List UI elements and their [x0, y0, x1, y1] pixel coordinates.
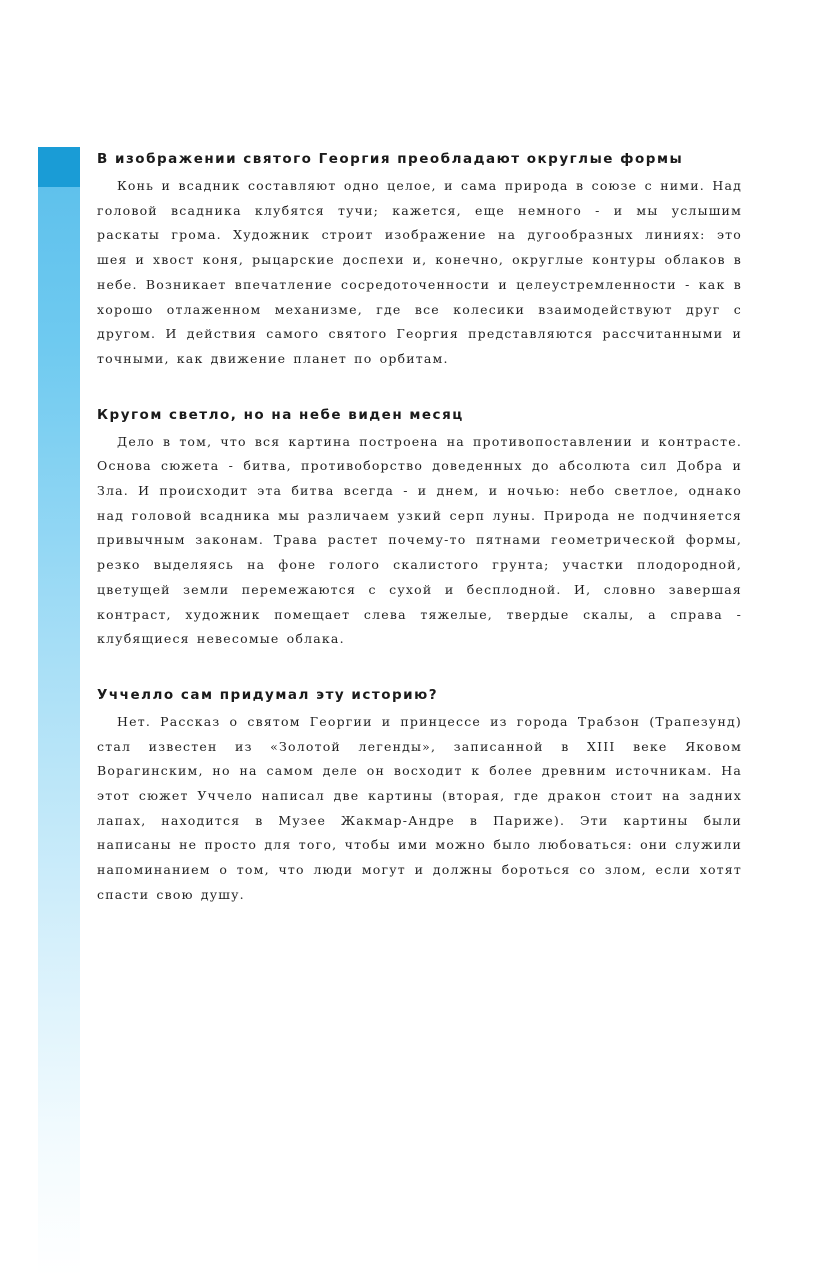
section-moon: [97, 406, 742, 652]
section-round-forms: [97, 150, 742, 372]
section-heading: В изображении святого Георгия преобладают округлые формы: [97, 151, 684, 167]
decorative-side-bar: [38, 147, 80, 1277]
section-heading: Кругом светло, но на небе виден месяц: [97, 406, 464, 423]
article-content: [97, 150, 742, 942]
section-body: Нет. Рассказ о святом Георгии и принцессе из города Трабзон (Трапезунд) стал известен из «Золотой легенды», записанной в XIII веке Яковом Ворагинским, но на самом деле он восходит к более древним источникам. На этот сюжет Уччело написал две картины (вторая, где дракон стоит на задних лапах, находится в Музее Жакмар-Андре в Париже). Эти картины были написаны не просто для того, чтобы ими можно было любоваться: они служили напоминанием о том, что люди могут и должны бороться со злом, если хотят спасти свою душу.: [97, 713, 742, 902]
section-body: Конь и всадник составляют одно целое, и сама природа в союзе с ними. Над головой всадника клубятся тучи; кажется, еще немного - и мы услышим раскаты грома. Художник строит изображение на дугообразных линиях: это шея и хвост коня, рыцарские доспехи и, конечно, округлые контуры облаков в небе. Возникает впечатление сосредоточенности и целеустремленности - как в хорошо отлаженном механизме, где все колесики взаимодействуют друг с другом. И действия самого святого Георгия представляются рассчитанными и точными, как движение планет по орбитам.: [97, 178, 742, 366]
section-heading: Уччелло сам придумал эту историю?: [97, 686, 439, 703]
section-story: [97, 686, 742, 908]
section-body: Дело в том, что вся картина построена на противопоставлении и контрасте. Основа сюжета - битва, противоборство доведенных до абсолюта сил Добра и Зла. И происходит эта битва всегда - и днем, и ночью: небо светлое, однако над головой всадника мы различаем узкий серп луны. Природа не подчиняется привычным законам. Трава растет почему-то пятнами геометрической формы, резко выделяясь на фоне голого скалистого грунта; участки плодородной, цветущей земли перемежаются с сухой и бесплодной. И, словно завершая контраст, художник помещает слева тяжелые, твердые скалы, а справа - клубящиеся невесомые облака.: [97, 433, 742, 647]
